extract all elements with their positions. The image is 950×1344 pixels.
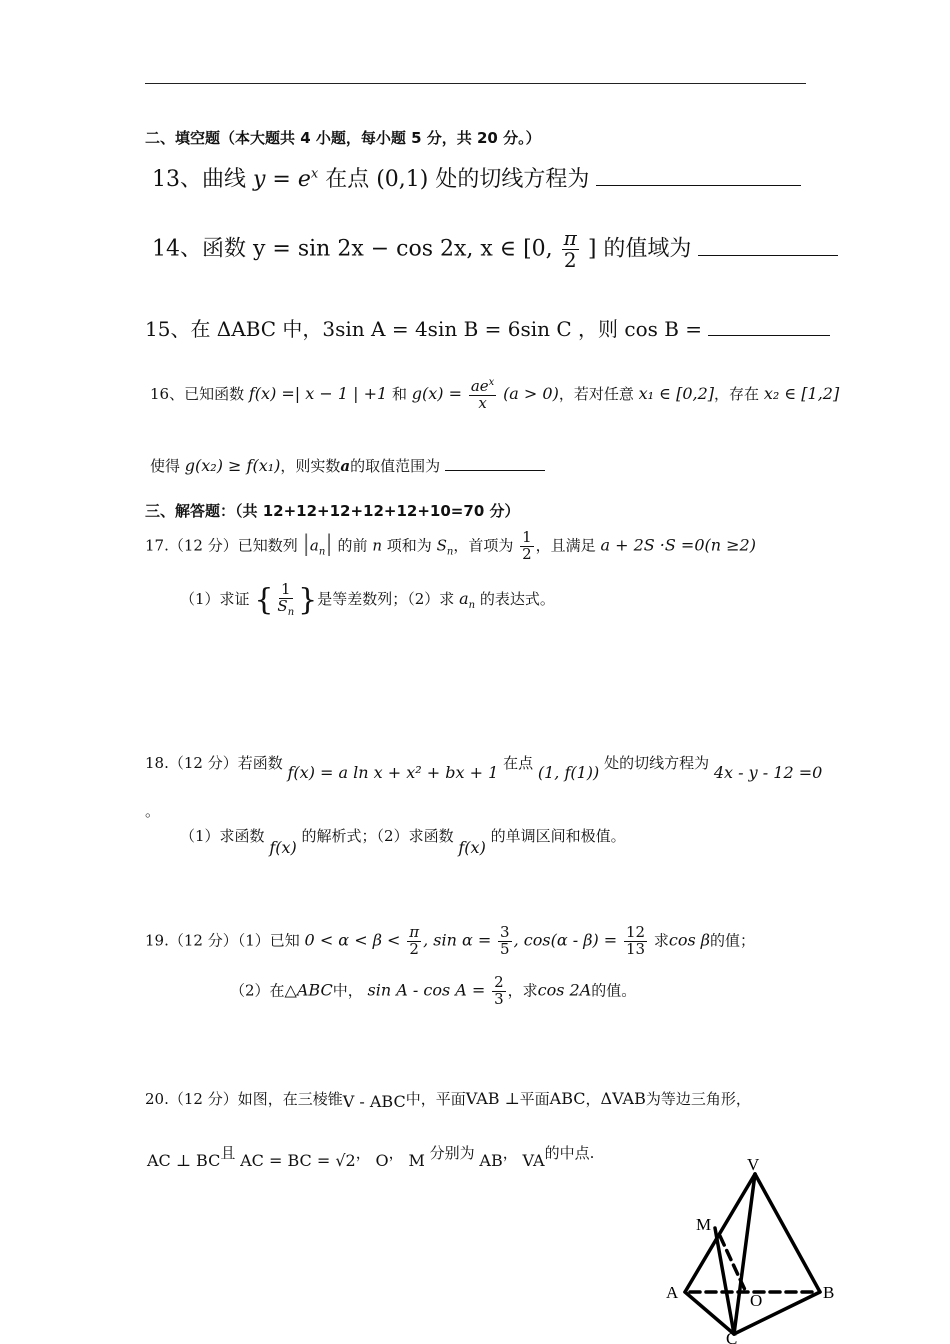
label-m: M xyxy=(696,1215,712,1234)
q20-vab: VAB ⊥ xyxy=(465,1089,520,1108)
section-heading-fill-in: 二、填空题（本大题共 4 小题，每小题 5 分，共 20 分。） xyxy=(145,129,541,147)
q17-part1-b: 是等差数列；（2）求 xyxy=(317,590,455,609)
question-16-line2 xyxy=(150,452,545,476)
q19-two: 2 xyxy=(409,939,419,958)
q20-comma2: ， xyxy=(388,1144,404,1162)
q20-ab: AB xyxy=(479,1151,503,1170)
q16-g-num: ae xyxy=(470,377,489,395)
q18-part2-b: 的单调区间和极值。 xyxy=(490,827,626,845)
edge-vb xyxy=(755,1174,820,1292)
q19-two-thirds xyxy=(492,975,506,1008)
q19-three-fifths xyxy=(498,925,512,958)
q19-sin: , sin α = xyxy=(423,930,492,950)
question-16-line1 xyxy=(150,378,839,412)
q18-text-c: 处的切线方程为 xyxy=(604,754,710,772)
q14-den: 2 xyxy=(563,248,577,272)
q16-intro: 16、已知函数 xyxy=(150,384,245,403)
q19-ineq: 0 < α < β < xyxy=(304,930,401,950)
q19-twelve-thirteenths xyxy=(624,925,647,958)
q16-text-d: 使得 xyxy=(150,457,181,475)
question-20-line1 xyxy=(145,1088,751,1109)
q20-va: VA xyxy=(522,1151,545,1170)
q17-text-b: 的前 xyxy=(337,536,368,555)
question-15 xyxy=(145,313,830,342)
q20-m: M xyxy=(408,1151,425,1170)
q19-two-num: 2 xyxy=(494,973,504,991)
q16-text-f: 的取值范围为 xyxy=(350,457,441,475)
q19-intro: 19.（12 分）（1）已知 xyxy=(145,931,300,950)
q19-tri: △ABC xyxy=(284,980,333,1000)
q19-expr: sin A - cos A = xyxy=(367,980,486,1000)
q17-part1: （1）求证 xyxy=(180,590,250,609)
q14-suffix: ] 的值域为 xyxy=(587,236,692,262)
q19-text-b: 求 xyxy=(653,931,669,950)
q18-part1-b: 的解析式；（2）求函数 xyxy=(301,827,454,845)
pyramid-figure xyxy=(660,1150,850,1344)
q16-answer-blank[interactable] xyxy=(445,452,545,471)
q20-o: O xyxy=(375,1151,389,1170)
question-19-line1 xyxy=(145,925,755,958)
q19-pi: π xyxy=(409,923,420,941)
q20-zhongdian: 的中点. xyxy=(544,1144,595,1162)
q16-f-def: f(x) =| x − 1 | +1 xyxy=(248,383,388,403)
label-c: C xyxy=(726,1329,738,1344)
header-rule xyxy=(145,83,806,84)
label-a: A xyxy=(666,1283,679,1302)
q17-text-d: ，首项为 xyxy=(453,536,514,555)
q19-pi-half xyxy=(407,925,421,958)
q18-fx: f(x) xyxy=(269,838,297,857)
q16-x2: x₂ ∈ [1,2] xyxy=(763,383,840,403)
q19-three-den: 3 xyxy=(494,989,504,1008)
q18-tangent: 4x - y - 12 =0 xyxy=(713,763,823,782)
q17-half-num: 1 xyxy=(522,528,532,546)
q13-math: y = e xyxy=(253,167,311,192)
q19-text-f: 的值。 xyxy=(591,981,637,1000)
q17-part2-an: a xyxy=(459,589,469,609)
q17-n: n xyxy=(372,536,382,555)
q14-math: y = sin 2x − cos 2x, x ∈ [0, xyxy=(253,236,553,262)
q19-cosb: cos β xyxy=(668,930,710,950)
q20-comma1: ， xyxy=(355,1144,371,1162)
q14-fraction xyxy=(562,228,579,271)
edge-bc xyxy=(734,1292,820,1334)
q16-g-fraction xyxy=(469,378,496,412)
q14-prefix: 14、函数 xyxy=(152,236,246,262)
q19-cos: , cos(α - β) = xyxy=(513,930,618,950)
q20-eq: AC = BC = √2 xyxy=(240,1151,356,1170)
q16-g-sup: x xyxy=(488,377,495,388)
q20-text-e: 为等边三角形， xyxy=(645,1090,751,1108)
q18-func: f(x) = a ln x + x² + bx + 1 xyxy=(287,763,499,782)
q20-text-d: ， xyxy=(585,1090,601,1108)
q16-text-b: ，若对任意 xyxy=(558,384,634,403)
q16-text-e: ，则实数 xyxy=(280,457,341,475)
q17-text-e: ，且满足 xyxy=(535,536,596,555)
q13-mid: 在点 (0,1) 处的切线方程为 xyxy=(325,167,590,192)
q19-text-c: 的值； xyxy=(710,931,756,950)
q19-cos2a: cos 2A xyxy=(537,980,592,1000)
q18-part1: （1）求函数 xyxy=(180,827,265,845)
question-13 xyxy=(152,162,801,193)
q20-intro: 20.（12 分）如图，在三棱锥 xyxy=(145,1090,343,1108)
q20-comma3: ， xyxy=(502,1144,518,1162)
q17-sn: S xyxy=(436,536,447,555)
section-heading-answers: 三、解答题：（共 12+12+12+12+12+10=70 分） xyxy=(145,502,520,520)
q17-cond: a + 2S ·S =0(n ≥2) xyxy=(600,535,756,555)
q20-text-c: 平面 xyxy=(519,1090,550,1108)
edge-vc xyxy=(734,1174,755,1334)
q13-prefix: 13、曲线 xyxy=(152,167,246,192)
q13-answer-blank[interactable] xyxy=(596,167,801,186)
q18-intro: 18.（12 分）若函数 xyxy=(145,754,283,772)
q19-thirteen: 13 xyxy=(625,939,646,958)
q15-answer-blank[interactable] xyxy=(708,317,830,336)
q14-num: π xyxy=(563,226,577,250)
q19-five: 5 xyxy=(500,939,510,958)
label-o: O xyxy=(750,1291,763,1310)
q20-acbc: AC ⊥ BC xyxy=(147,1151,221,1170)
q16-and: 和 xyxy=(391,384,407,403)
q17-half xyxy=(520,530,534,563)
question-14 xyxy=(152,228,838,271)
question-18-line2 xyxy=(180,825,626,857)
q18-text-b: 在点 xyxy=(503,754,534,772)
q20-fenbie: 分别为 xyxy=(429,1144,475,1162)
q16-ineq: g(x₂) ≥ f(x₁) xyxy=(184,456,281,475)
q17-recip-num: 1 xyxy=(281,580,291,598)
q17-half-den: 2 xyxy=(522,544,532,563)
q15-text: 15、在 ΔABC 中，3sin A = 4sin B = 6sin C ，则 cos B = xyxy=(145,317,703,341)
q17-recip-den: S xyxy=(277,596,288,615)
question-18-line1 xyxy=(145,752,823,782)
q18-fx2: f(x) xyxy=(458,838,486,857)
q17-intro: 17.（12 分）已知数列 xyxy=(145,536,298,555)
q20-vabc: V - ABC xyxy=(342,1092,406,1111)
q18-period: 。 xyxy=(145,802,161,820)
label-v: V xyxy=(747,1155,760,1174)
q16-g-cond: (a > 0) xyxy=(503,383,559,403)
label-b: B xyxy=(823,1283,835,1302)
q14-answer-blank[interactable] xyxy=(698,237,838,256)
question-20-line2 xyxy=(147,1142,595,1170)
q16-g-left: g(x) = xyxy=(411,383,463,403)
q17-recip: $\frac{1}{S_n}$ xyxy=(277,580,295,618)
q16-x1: x₁ ∈ [0,2] xyxy=(638,383,715,403)
q20-abc: ABC xyxy=(549,1089,586,1108)
q17-text-c: 项和为 xyxy=(386,536,432,555)
q18-point: (1, f(1)) xyxy=(537,763,600,782)
q19-three: 3 xyxy=(500,923,510,941)
q13-sup: x xyxy=(310,166,319,182)
question-17-line1: 17.（12 分）已知数列 $|a_n|$ 的前 n 项和为 $S_n$，首项为 $\frac{1}{2}$ ，且满足 a + 2S ·S =0(n ≥2) xyxy=(145,528,756,563)
q20-tri-vab: ΔVAB xyxy=(600,1089,646,1108)
question-19-line2 xyxy=(230,975,636,1008)
q17-part2-b: 的表达式。 xyxy=(479,590,555,609)
q20-text-b: 中，平面 xyxy=(405,1090,466,1108)
question-17-line2: （1）求证 { $\frac{1}{S_n}$ }是等差数列；（2）求 $a_n$ 的表达式。 xyxy=(180,580,555,618)
q19-text-d: 中， xyxy=(332,981,363,1000)
q16-a: a xyxy=(340,457,351,475)
q19-part2: （2）在 xyxy=(230,981,285,1000)
q16-g-den: x xyxy=(478,393,487,412)
q20-qie: 且 xyxy=(220,1144,236,1162)
q19-twelve: 12 xyxy=(625,923,646,941)
q16-text-c: ，存在 xyxy=(714,384,760,403)
q17-an: a xyxy=(309,536,319,555)
q19-text-e: ，求 xyxy=(507,981,538,1000)
